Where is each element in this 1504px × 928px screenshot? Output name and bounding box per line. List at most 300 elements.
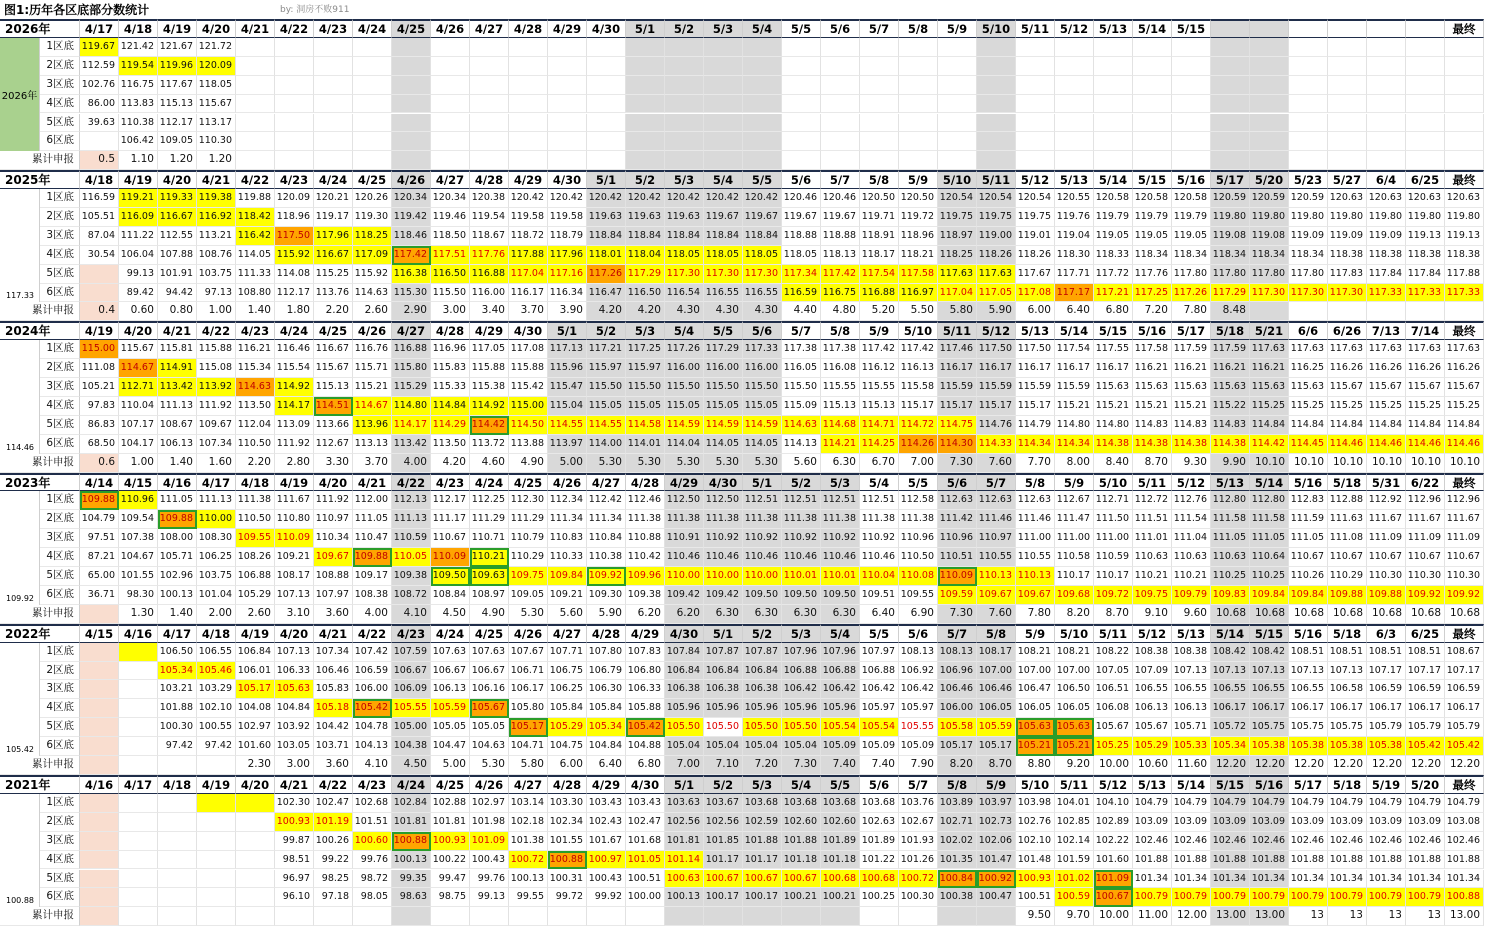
row-label: 5区底 xyxy=(40,567,80,586)
score-cell: 110.97 xyxy=(977,529,1016,548)
total-cell: 3.70 xyxy=(353,454,392,473)
score-cell: 105.63 xyxy=(275,680,314,699)
score-cell: 116.54 xyxy=(665,284,704,303)
score-cell: 105.21 xyxy=(1016,737,1055,756)
score-cell xyxy=(626,114,665,133)
total-cell xyxy=(197,907,236,926)
score-cell xyxy=(80,643,119,662)
score-cell: 116.88 xyxy=(470,265,509,284)
score-cell: 106.55 xyxy=(1289,680,1328,699)
score-cell: 113.09 xyxy=(275,416,314,435)
score-cell: 110.46 xyxy=(782,548,821,567)
date-header: 5/12 xyxy=(1094,775,1133,794)
date-header: 5/6 xyxy=(743,321,782,340)
score-cell: 110.05 xyxy=(392,548,431,567)
score-cell: 116.59 xyxy=(782,284,821,303)
date-header: 5/2 xyxy=(743,624,782,643)
score-cell: 100.13 xyxy=(392,851,431,870)
score-cell: 107.42 xyxy=(353,643,392,662)
date-header: 4/28 xyxy=(470,170,509,189)
date-header: 4/19 xyxy=(236,624,275,643)
score-cell: 106.46 xyxy=(314,662,353,681)
score-cell: 110.46 xyxy=(704,548,743,567)
score-cell: 106.79 xyxy=(587,662,626,681)
score-cell: 110.04 xyxy=(119,397,158,416)
score-cell: 104.10 xyxy=(1094,794,1133,813)
score-cell xyxy=(899,38,938,57)
score-cell: 113.92 xyxy=(197,378,236,397)
total-cell: 0.60 xyxy=(119,302,158,321)
score-cell: 99.87 xyxy=(275,832,314,851)
total-cell xyxy=(1133,151,1172,170)
score-cell: 103.63 xyxy=(665,794,704,813)
total-cell: 7.40 xyxy=(860,756,899,775)
score-cell: 114.55 xyxy=(548,416,587,435)
score-cell: 105.42 xyxy=(1445,737,1484,756)
date-header: 4/27 xyxy=(392,321,431,340)
score-cell: 119.09 xyxy=(1289,227,1328,246)
score-cell: 119.67 xyxy=(743,208,782,227)
score-cell: 110.46 xyxy=(860,548,899,567)
score-cell: 106.58 xyxy=(1328,680,1367,699)
score-cell: 98.05 xyxy=(353,888,392,907)
score-cell: 115.25 xyxy=(1328,397,1367,416)
score-cell: 115.63 xyxy=(1094,378,1133,397)
score-cell: 103.43 xyxy=(626,794,665,813)
total-cell xyxy=(1367,302,1406,321)
score-cell: 118.38 xyxy=(1445,246,1484,265)
row-label: 6区底 xyxy=(40,737,80,756)
score-cell: 113.96 xyxy=(353,416,392,435)
score-cell: 101.48 xyxy=(1016,851,1055,870)
total-cell: 1.00 xyxy=(197,302,236,321)
score-cell xyxy=(1133,76,1172,95)
row-label: 3区底 xyxy=(40,76,80,95)
score-cell: 111.47 xyxy=(1055,510,1094,529)
score-cell: 117.63 xyxy=(977,265,1016,284)
score-cell: 110.33 xyxy=(548,548,587,567)
score-cell: 109.83 xyxy=(1211,586,1250,605)
total-cell xyxy=(470,151,509,170)
date-header: 5/16 xyxy=(1289,473,1328,492)
score-cell: 115.50 xyxy=(704,378,743,397)
score-cell: 103.68 xyxy=(782,794,821,813)
score-cell: 109.38 xyxy=(626,586,665,605)
row-label: 6区底 xyxy=(40,586,80,605)
score-cell: 110.08 xyxy=(899,567,938,586)
score-cell: 120.21 xyxy=(314,189,353,208)
score-cell: 110.92 xyxy=(860,529,899,548)
date-header: 4/25 xyxy=(509,473,548,492)
total-cell: 5.30 xyxy=(704,454,743,473)
total-cell: 7.80 xyxy=(1016,605,1055,624)
score-cell xyxy=(80,888,119,907)
score-cell: 116.97 xyxy=(899,284,938,303)
score-cell xyxy=(587,57,626,76)
score-cell: 110.50 xyxy=(899,548,938,567)
date-header: 4/27 xyxy=(470,19,509,38)
score-cell: 102.46 xyxy=(1211,832,1250,851)
year-section-0 xyxy=(0,19,1503,170)
score-cell: 104.79 xyxy=(1133,794,1172,813)
score-cell: 115.97 xyxy=(587,359,626,378)
score-cell: 116.34 xyxy=(548,284,587,303)
score-cell xyxy=(1211,57,1250,76)
score-cell: 115.67 xyxy=(1445,378,1484,397)
score-cell: 120.59 xyxy=(1250,189,1289,208)
total-cell: 10.68 xyxy=(1250,605,1289,624)
total-cell: 3.90 xyxy=(548,302,587,321)
score-cell: 111.13 xyxy=(197,491,236,510)
date-header: 4/28 xyxy=(509,19,548,38)
score-cell: 105.09 xyxy=(860,737,899,756)
score-cell: 110.55 xyxy=(1016,548,1055,567)
total-cell: 4.20 xyxy=(587,302,626,321)
score-cell xyxy=(1289,76,1328,95)
score-cell: 111.92 xyxy=(197,397,236,416)
score-cell: 109.21 xyxy=(275,548,314,567)
score-cell xyxy=(275,38,314,57)
total-cell: 12.20 xyxy=(1250,756,1289,775)
score-cell xyxy=(938,95,977,114)
score-cell: 115.08 xyxy=(197,359,236,378)
score-cell: 112.58 xyxy=(899,491,938,510)
total-cell: 3.00 xyxy=(275,756,314,775)
score-cell xyxy=(431,57,470,76)
score-cell: 118.72 xyxy=(509,227,548,246)
total-cell xyxy=(1289,151,1328,170)
score-cell: 100.88 xyxy=(392,832,431,851)
total-cell: 13 xyxy=(1328,907,1367,926)
score-cell xyxy=(80,832,119,851)
date-header: 4/30 xyxy=(548,170,587,189)
score-cell: 116.17 xyxy=(1055,359,1094,378)
score-cell: 114.79 xyxy=(1016,416,1055,435)
score-cell: 108.17 xyxy=(275,567,314,586)
score-cell xyxy=(1445,57,1484,76)
score-cell xyxy=(1250,76,1289,95)
score-cell: 114.34 xyxy=(1016,435,1055,454)
score-cell: 114.34 xyxy=(1055,435,1094,454)
score-cell: 114.45 xyxy=(1289,435,1328,454)
score-cell xyxy=(1055,76,1094,95)
date-header: 5/10 xyxy=(977,19,1016,38)
row-label: 1区底 xyxy=(40,491,80,510)
score-cell: 120.38 xyxy=(470,189,509,208)
year-section-1 xyxy=(0,170,1503,321)
score-cell: 106.88 xyxy=(782,662,821,681)
score-cell: 102.96 xyxy=(158,567,197,586)
score-cell: 116.26 xyxy=(1328,359,1367,378)
score-cell xyxy=(1133,95,1172,114)
score-cell: 101.88 xyxy=(1250,851,1289,870)
score-cell: 104.63 xyxy=(470,737,509,756)
row-label: 4区底 xyxy=(40,246,80,265)
score-cell: 115.96 xyxy=(548,359,587,378)
score-cell: 114.63 xyxy=(353,284,392,303)
total-cell xyxy=(548,907,587,926)
score-cell: 112.71 xyxy=(1094,491,1133,510)
date-header: 5/11 xyxy=(1094,624,1133,643)
date-header: 5/13 xyxy=(1016,321,1055,340)
date-header: 5/3 xyxy=(743,775,782,794)
date-header: 4/18 xyxy=(197,624,236,643)
score-cell: 104.79 xyxy=(1367,794,1406,813)
score-cell xyxy=(821,57,860,76)
total-cell: 12.20 xyxy=(1289,756,1328,775)
score-cell: 101.88 xyxy=(1367,851,1406,870)
score-cell: 100.51 xyxy=(626,870,665,889)
score-cell: 105.04 xyxy=(704,737,743,756)
total-cell xyxy=(275,907,314,926)
date-header: 5/8 xyxy=(938,775,977,794)
date-header: 5/14 xyxy=(1172,775,1211,794)
score-cell: 103.09 xyxy=(1367,813,1406,832)
score-cell xyxy=(548,76,587,95)
score-cell: 111.58 xyxy=(1211,510,1250,529)
total-cell: 4.30 xyxy=(665,302,704,321)
score-cell: 118.17 xyxy=(860,246,899,265)
score-cell xyxy=(119,643,158,662)
date-header: 7/14 xyxy=(1406,321,1445,340)
score-cell xyxy=(236,813,275,832)
score-cell: 110.34 xyxy=(314,529,353,548)
year-section-2 xyxy=(0,321,1503,472)
score-cell: 115.88 xyxy=(197,340,236,359)
score-cell: 110.13 xyxy=(977,567,1016,586)
score-cell: 118.05 xyxy=(197,76,236,95)
score-cell: 102.46 xyxy=(1367,832,1406,851)
score-cell: 110.30 xyxy=(1406,567,1445,586)
score-cell: 117.59 xyxy=(1211,340,1250,359)
score-cell: 119.05 xyxy=(1133,227,1172,246)
score-cell: 116.25 xyxy=(1289,359,1328,378)
score-cell: 101.89 xyxy=(821,832,860,851)
score-cell: 117.80 xyxy=(1172,265,1211,284)
score-cell: 107.83 xyxy=(626,643,665,662)
year-header: 2023年 xyxy=(0,473,80,492)
score-cell: 103.29 xyxy=(197,680,236,699)
score-cell: 100.79 xyxy=(1367,888,1406,907)
score-cell xyxy=(821,95,860,114)
score-cell: 115.92 xyxy=(353,265,392,284)
score-cell: 105.09 xyxy=(899,737,938,756)
score-cell: 102.89 xyxy=(1094,813,1133,832)
figure-title: 图1:历年各区底部分数统计 xyxy=(4,3,150,17)
score-cell: 117.58 xyxy=(899,265,938,284)
score-cell xyxy=(353,57,392,76)
total-cell: 0.80 xyxy=(158,302,197,321)
score-cell: 111.05 xyxy=(1250,529,1289,548)
score-cell: 114.84 xyxy=(1445,416,1484,435)
total-cell: 2.90 xyxy=(392,302,431,321)
date-header: 4/27 xyxy=(431,170,470,189)
total-cell: 10.68 xyxy=(1445,605,1484,624)
score-cell: 117.21 xyxy=(1094,284,1133,303)
total-cell xyxy=(548,151,587,170)
score-cell: 118.84 xyxy=(704,227,743,246)
score-cell: 106.55 xyxy=(1211,680,1250,699)
score-cell xyxy=(704,38,743,57)
date-header: 4/22 xyxy=(236,170,275,189)
score-cell: 106.42 xyxy=(821,680,860,699)
score-cell: 102.47 xyxy=(626,813,665,832)
total-cell xyxy=(821,907,860,926)
score-cell: 109.67 xyxy=(977,586,1016,605)
score-cell: 101.59 xyxy=(1055,851,1094,870)
total-cell: 7.20 xyxy=(1133,302,1172,321)
score-cell: 114.67 xyxy=(353,397,392,416)
score-cell xyxy=(1094,38,1133,57)
score-cell xyxy=(236,888,275,907)
total-cell xyxy=(80,907,119,926)
total-cell: 7.90 xyxy=(899,756,938,775)
date-header: 4/17 xyxy=(80,19,119,38)
score-cell: 117.30 xyxy=(1289,284,1328,303)
score-cell: 115.83 xyxy=(431,359,470,378)
total-cell xyxy=(1328,302,1367,321)
date-header: 5/12 xyxy=(1133,624,1172,643)
score-cell: 117.08 xyxy=(509,340,548,359)
total-cell: 4.50 xyxy=(392,756,431,775)
total-label: 累计申报 xyxy=(0,907,80,926)
total-cell: 3.00 xyxy=(431,302,470,321)
score-cell: 111.67 xyxy=(1406,510,1445,529)
total-cell: 6.80 xyxy=(626,756,665,775)
score-cell: 100.67 xyxy=(704,870,743,889)
total-cell: 10.10 xyxy=(1367,454,1406,473)
score-cell: 105.21 xyxy=(1055,737,1094,756)
score-cell: 110.47 xyxy=(353,529,392,548)
score-cell: 100.72 xyxy=(509,851,548,870)
score-cell xyxy=(314,76,353,95)
score-cell: 120.42 xyxy=(626,189,665,208)
date-header: 5/8 xyxy=(860,170,899,189)
score-cell: 100.55 xyxy=(197,718,236,737)
date-header: 4/29 xyxy=(665,473,704,492)
total-cell: 7.20 xyxy=(743,756,782,775)
score-cell: 112.51 xyxy=(782,491,821,510)
total-cell xyxy=(743,151,782,170)
score-cell xyxy=(782,132,821,151)
score-cell: 106.75 xyxy=(548,662,587,681)
score-cell xyxy=(1172,57,1211,76)
score-cell: 100.84 xyxy=(938,870,977,889)
score-cell: 114.91 xyxy=(158,359,197,378)
score-cell: 105.25 xyxy=(1094,737,1133,756)
total-cell: 3.70 xyxy=(509,302,548,321)
row-label: 3区底 xyxy=(40,680,80,699)
score-cell: 112.76 xyxy=(1172,491,1211,510)
date-header: 5/3 xyxy=(626,321,665,340)
score-cell xyxy=(1289,38,1328,57)
score-cell: 107.38 xyxy=(119,529,158,548)
score-cell: 112.50 xyxy=(665,491,704,510)
date-header: 最终 xyxy=(1445,473,1484,492)
total-cell: 6.30 xyxy=(821,605,860,624)
score-cell: 104.38 xyxy=(392,737,431,756)
score-cell: 107.96 xyxy=(821,643,860,662)
score-cell: 105.17 xyxy=(938,737,977,756)
date-header: 最终 xyxy=(1445,775,1484,794)
score-cell: 105.88 xyxy=(626,699,665,718)
score-cell: 101.88 xyxy=(1406,851,1445,870)
date-header: 最终 xyxy=(1445,170,1484,189)
score-cell: 113.66 xyxy=(314,416,353,435)
score-cell: 105.84 xyxy=(587,699,626,718)
score-cell: 114.84 xyxy=(1406,416,1445,435)
score-cell: 109.21 xyxy=(548,586,587,605)
score-cell: 103.09 xyxy=(1406,813,1445,832)
score-cell: 119.17 xyxy=(314,208,353,227)
date-header: 4/26 xyxy=(353,321,392,340)
score-cell xyxy=(1406,114,1445,133)
score-cell: 116.47 xyxy=(587,284,626,303)
score-cell: 111.09 xyxy=(1445,529,1484,548)
date-header: 4/21 xyxy=(158,321,197,340)
score-cell: 119.80 xyxy=(1328,208,1367,227)
score-cell: 104.79 xyxy=(80,510,119,529)
score-cell: 118.97 xyxy=(938,227,977,246)
score-cell: 105.55 xyxy=(899,718,938,737)
score-cell: 110.79 xyxy=(509,529,548,548)
score-cell: 103.75 xyxy=(197,265,236,284)
score-cell xyxy=(1328,38,1367,57)
score-cell: 119.76 xyxy=(1055,208,1094,227)
score-cell: 110.46 xyxy=(743,548,782,567)
score-cell: 100.25 xyxy=(860,888,899,907)
score-cell: 100.79 xyxy=(1406,888,1445,907)
score-cell xyxy=(236,851,275,870)
score-cell xyxy=(548,132,587,151)
score-cell: 107.05 xyxy=(1094,662,1133,681)
score-cell xyxy=(1445,76,1484,95)
score-cell: 111.46 xyxy=(977,510,1016,529)
score-cell xyxy=(782,38,821,57)
score-cell: 105.54 xyxy=(821,718,860,737)
score-cell: 100.43 xyxy=(587,870,626,889)
total-cell xyxy=(353,907,392,926)
score-cell: 119.71 xyxy=(860,208,899,227)
score-cell: 109.05 xyxy=(509,586,548,605)
total-cell: 7.30 xyxy=(938,454,977,473)
date-header: 5/4 xyxy=(743,19,782,38)
score-cell xyxy=(470,95,509,114)
score-cell xyxy=(1367,76,1406,95)
score-cell xyxy=(977,114,1016,133)
score-cell xyxy=(1211,132,1250,151)
score-cell: 113.88 xyxy=(509,435,548,454)
score-cell: 111.42 xyxy=(938,510,977,529)
date-header: 5/16 xyxy=(1172,170,1211,189)
score-cell: 111.38 xyxy=(743,510,782,529)
score-cell: 119.09 xyxy=(1367,227,1406,246)
row-label: 5区底 xyxy=(40,416,80,435)
score-cell xyxy=(1367,57,1406,76)
date-header: 4/21 xyxy=(197,170,236,189)
total-cell: 7.00 xyxy=(665,756,704,775)
score-cell: 101.88 xyxy=(1289,851,1328,870)
score-cell xyxy=(1211,38,1250,57)
score-cell xyxy=(860,38,899,57)
score-cell: 117.29 xyxy=(1211,284,1250,303)
total-cell: 12.20 xyxy=(1445,756,1484,775)
score-cell: 97.51 xyxy=(80,529,119,548)
score-cell: 114.63 xyxy=(782,416,821,435)
score-cell: 117.88 xyxy=(509,246,548,265)
score-cell: 101.18 xyxy=(821,851,860,870)
score-cell: 118.38 xyxy=(1328,246,1367,265)
